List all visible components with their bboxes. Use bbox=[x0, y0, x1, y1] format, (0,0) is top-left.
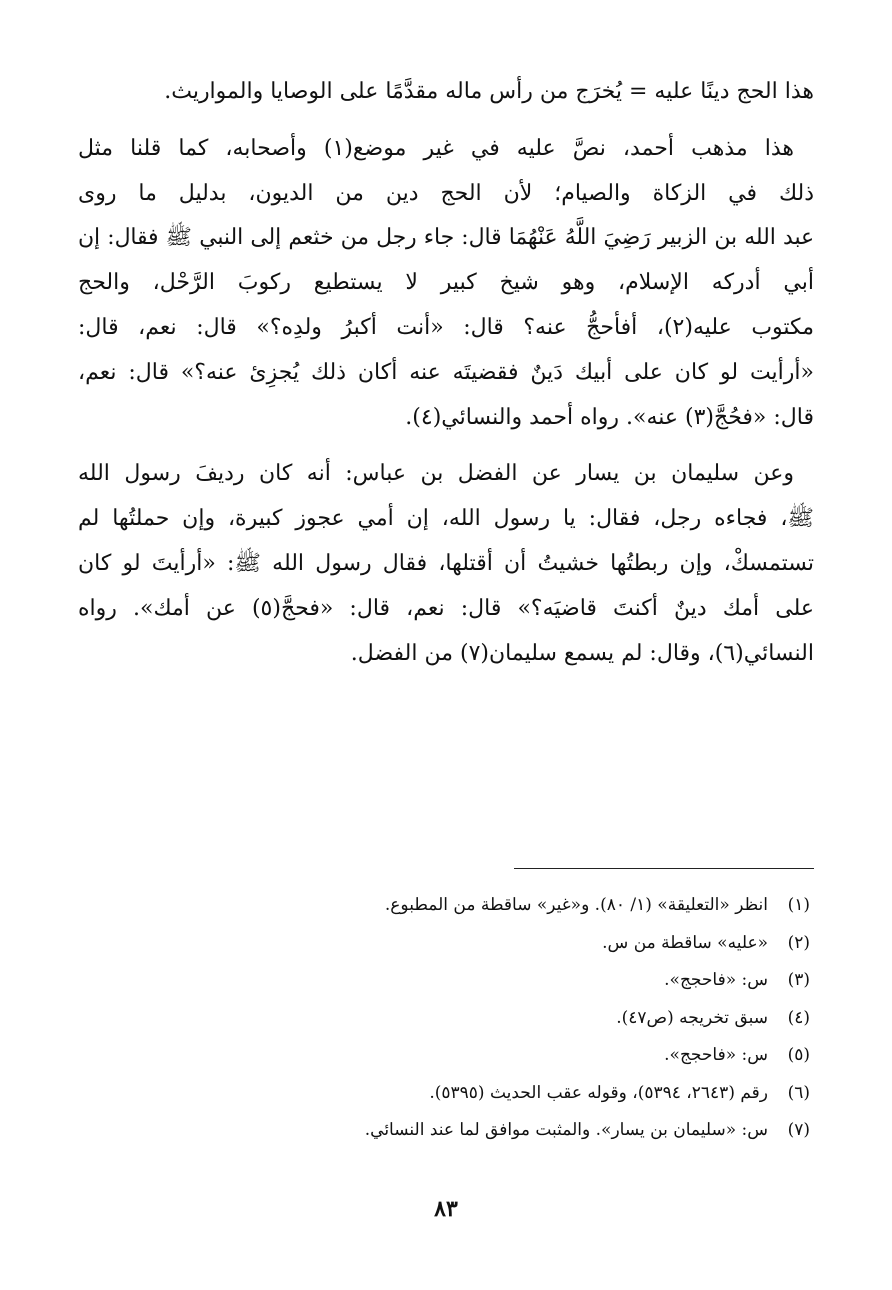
footnote-item bbox=[78, 1112, 814, 1150]
footnote-number: (٥) bbox=[787, 1045, 810, 1065]
footnote-item bbox=[78, 887, 814, 925]
footnote-number: (٢) bbox=[787, 932, 810, 953]
footnote-divider bbox=[514, 868, 814, 869]
text-line: هذا الحج دينًا عليه = يُخرَج من رأس ماله مقدَّمًا على الوصايا والمواريث. bbox=[164, 79, 814, 104]
text-line: عبد الله بن الزبير رَضِيَ اللَّهُ عَنْهُمَا قال: جاء رجل من خثعم إلى النبي ﷺ فقال: إن bbox=[78, 225, 814, 251]
footnote-item bbox=[78, 1000, 814, 1038]
text-line: النسائي(٦)، وقال: لم يسمع سليمان(٧) من الفضل. bbox=[350, 640, 814, 666]
page-number: ٨٣ bbox=[434, 1196, 458, 1222]
footnote-text: س: «فاحجج». bbox=[664, 1045, 768, 1065]
text-line: هذا مذهب أحمد، نصَّ عليه في غير موضع(١) وأصحابه، كما قلنا مثل bbox=[78, 135, 794, 161]
paragraph-3 bbox=[78, 452, 814, 676]
footnote-text: سبق تخريجه (ص٤٧). bbox=[616, 1007, 768, 1028]
footnote-number: (١) bbox=[787, 895, 810, 915]
text-line: على أمك دينٌ أكنتَ قاضيَه؟» قال: نعم، قال: «فحجَّ(٥) عن أمك». رواه bbox=[78, 595, 814, 621]
footnote-number: (٦) bbox=[787, 1082, 810, 1103]
text-line: ذلك في الزكاة والصيام؛ لأن الحج دين من الديون، بدليل ما روى bbox=[78, 180, 814, 206]
paragraph-2 bbox=[78, 127, 814, 441]
text-line: ﷺ، فجاءه رجل، فقال: يا رسول الله، إن أمي عجوز كبيرة، وإن حملتُها لم bbox=[78, 506, 814, 532]
footnote-item bbox=[78, 1075, 814, 1113]
footnote-number: (٣) bbox=[787, 970, 810, 990]
text-line: تستمسكْ، وإن ربطتُها خشيتُ أن أقتلها، فقال رسول الله ﷺ: «أرأيتَ لو كان bbox=[78, 550, 814, 576]
footnote-number: (٧) bbox=[787, 1120, 810, 1140]
footnote-item bbox=[78, 1037, 814, 1075]
paragraph-1 bbox=[78, 70, 814, 115]
text-line: قال: «فحُجَّ(٣) عنه». رواه أحمد والنسائي(٤). bbox=[405, 404, 814, 430]
main-text bbox=[78, 70, 814, 676]
footnote-text: انظر «التعليقة» (١/ ٨٠). و«غير» ساقطة من المطبوع. bbox=[384, 895, 768, 915]
footnote-number: (٤) bbox=[787, 1007, 810, 1028]
footnote-item bbox=[78, 925, 814, 963]
footnotes bbox=[78, 868, 814, 1150]
text-line: أبي أدركه الإسلام، وهو شيخ كبير لا يستطيع ركوبَ الرَّحْل، والحج bbox=[78, 270, 814, 296]
footnote-text: س: «فاحجج». bbox=[664, 970, 768, 990]
footnote-text: رقم (٢٦٤٣، ٥٣٩٤)، وقوله عقب الحديث (٥٣٩٥). bbox=[429, 1082, 768, 1103]
footnote-item bbox=[78, 962, 814, 1000]
footnote-text: س: «سليمان بن يسار». والمثبت موافق لما عند النسائي. bbox=[364, 1120, 768, 1140]
text-line: مكتوب عليه(٢)، أفأحجُّ عنه؟ قال: «أنت أكبرُ ولدِه؟» قال: نعم، قال: bbox=[78, 314, 814, 340]
text-line: «أرأيت لو كان على أبيك دَينٌ فقضيتَه عنه أكان ذلك يُجزِئ عنه؟» قال: نعم، bbox=[78, 359, 814, 385]
text-line: وعن سليمان بن يسار عن الفضل بن عباس: أنه كان رديفَ رسول الله bbox=[78, 461, 794, 487]
footnote-text: «عليه» ساقطة من س. bbox=[602, 932, 768, 953]
